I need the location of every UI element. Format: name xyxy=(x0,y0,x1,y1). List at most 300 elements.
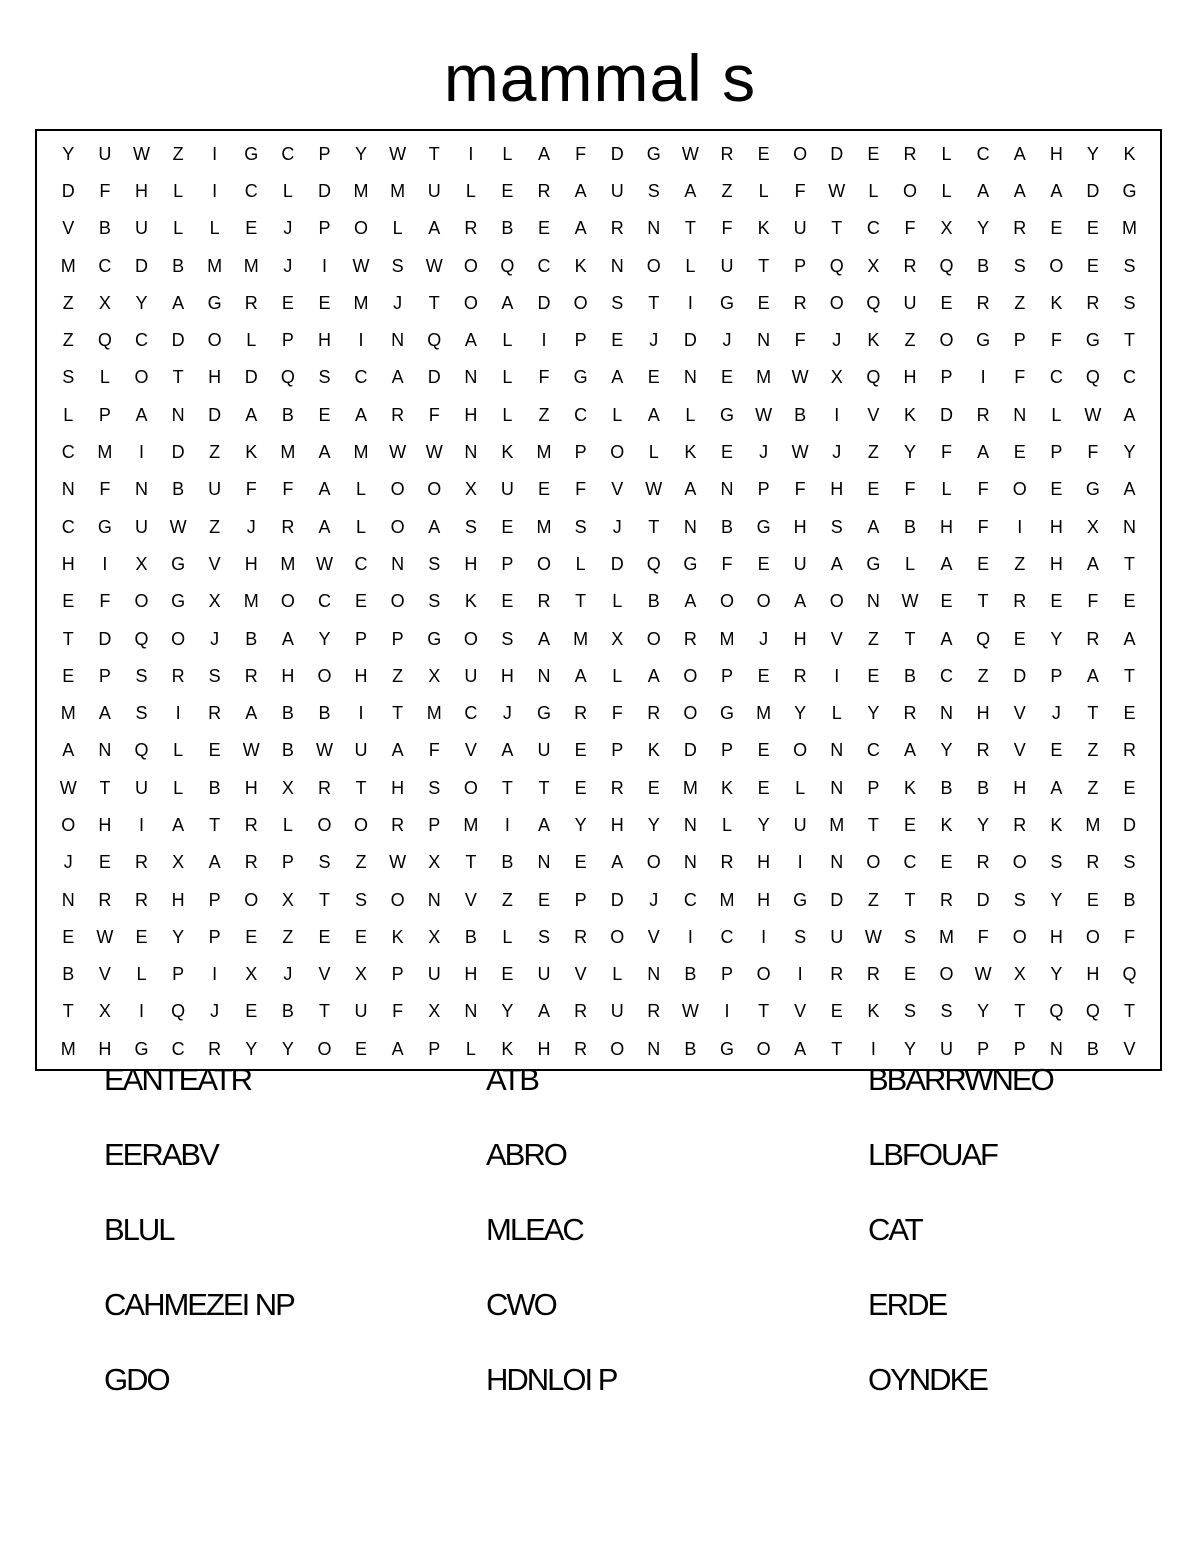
grid-letter[interactable]: T xyxy=(392,703,404,724)
grid-letter[interactable]: G xyxy=(207,292,222,313)
grid-letter[interactable]: O xyxy=(171,628,186,649)
grid-letter[interactable]: A xyxy=(538,628,551,649)
grid-letter[interactable]: Y xyxy=(318,628,331,649)
grid-letter[interactable]: A xyxy=(574,180,587,201)
grid-letter[interactable]: E xyxy=(903,964,916,985)
grid-letter[interactable]: E xyxy=(1086,889,1099,910)
grid-letter[interactable]: I xyxy=(175,703,181,724)
grid-letter[interactable]: D xyxy=(1013,665,1027,686)
grid-letter[interactable]: B xyxy=(794,404,807,425)
grid-letter[interactable]: U xyxy=(134,218,148,239)
grid-letter[interactable]: T xyxy=(62,1001,74,1022)
grid-letter[interactable]: G xyxy=(573,367,588,388)
grid-letter[interactable]: L xyxy=(173,180,184,201)
grid-letter[interactable]: Y xyxy=(794,703,807,724)
grid-letter[interactable]: I xyxy=(980,367,986,388)
grid-letter[interactable]: X xyxy=(830,367,843,388)
grid-letter[interactable]: R xyxy=(720,852,734,873)
grid-letter[interactable]: Z xyxy=(501,889,513,910)
grid-letter[interactable]: H xyxy=(830,479,844,500)
grid-letter[interactable]: X xyxy=(428,852,441,873)
grid-letter[interactable]: F xyxy=(1050,330,1062,351)
grid-letter[interactable]: L xyxy=(392,218,403,239)
grid-letter[interactable]: L xyxy=(99,367,110,388)
grid-letter[interactable]: R xyxy=(391,404,405,425)
grid-letter[interactable]: K xyxy=(720,777,733,798)
grid-letter[interactable]: I xyxy=(321,255,327,276)
grid-letter[interactable]: L xyxy=(502,330,513,351)
grid-letter[interactable]: K xyxy=(245,442,258,463)
grid-letter[interactable]: A xyxy=(245,703,258,724)
grid-letter[interactable]: T xyxy=(758,255,770,276)
grid-letter[interactable]: V xyxy=(208,553,221,574)
grid-letter[interactable]: B xyxy=(903,665,916,686)
grid-letter[interactable]: J xyxy=(283,964,293,985)
grid-letter[interactable]: Y xyxy=(62,143,75,164)
grid-letter[interactable]: K xyxy=(501,442,514,463)
grid-letter[interactable]: O xyxy=(902,180,917,201)
grid-letter[interactable]: U xyxy=(134,516,148,537)
grid-letter[interactable]: E xyxy=(501,516,514,537)
grid-letter[interactable]: N xyxy=(757,330,771,351)
grid-letter[interactable]: C xyxy=(866,218,880,239)
grid-letter[interactable]: O xyxy=(463,628,478,649)
grid-letter[interactable]: O xyxy=(646,628,661,649)
grid-letter[interactable]: T xyxy=(538,777,550,798)
grid-letter[interactable]: T xyxy=(1124,665,1136,686)
grid-letter[interactable]: O xyxy=(427,479,442,500)
grid-letter[interactable]: G xyxy=(537,703,552,724)
grid-letter[interactable]: H xyxy=(98,1038,112,1059)
grid-letter[interactable]: O xyxy=(756,1038,771,1059)
grid-letter[interactable]: M xyxy=(243,591,259,612)
grid-letter[interactable]: C xyxy=(281,143,295,164)
grid-letter[interactable]: O xyxy=(756,964,771,985)
grid-letter[interactable]: C xyxy=(537,255,551,276)
grid-letter[interactable]: C xyxy=(1123,367,1137,388)
grid-letter[interactable]: Y xyxy=(1050,964,1063,985)
grid-letter[interactable]: N xyxy=(1123,516,1137,537)
grid-letter[interactable]: A xyxy=(281,628,294,649)
grid-letter[interactable]: G xyxy=(719,404,734,425)
grid-letter[interactable]: Z xyxy=(282,926,294,947)
grid-letter[interactable]: Y xyxy=(867,703,880,724)
grid-letter[interactable]: R xyxy=(1086,628,1100,649)
grid-letter[interactable]: A xyxy=(1013,143,1026,164)
grid-letter[interactable]: I xyxy=(834,665,840,686)
grid-letter[interactable]: N xyxy=(683,814,697,835)
grid-letter[interactable]: A xyxy=(940,553,953,574)
grid-letter[interactable]: P xyxy=(1050,665,1063,686)
grid-letter[interactable]: I xyxy=(138,1001,144,1022)
grid-letter[interactable]: F xyxy=(538,367,550,388)
grid-letter[interactable]: R xyxy=(610,777,624,798)
grid-letter[interactable]: M xyxy=(1122,218,1138,239)
grid-letter[interactable]: I xyxy=(468,143,474,164)
grid-letter[interactable]: H xyxy=(1049,926,1063,947)
grid-letter[interactable]: R xyxy=(793,292,807,313)
grid-letter[interactable]: H xyxy=(281,665,295,686)
grid-letter[interactable]: R xyxy=(134,852,148,873)
grid-letter[interactable]: P xyxy=(720,964,733,985)
grid-letter[interactable]: G xyxy=(244,143,259,164)
grid-letter[interactable]: R xyxy=(830,964,844,985)
grid-letter[interactable]: L xyxy=(941,479,952,500)
grid-letter[interactable]: O xyxy=(354,218,369,239)
grid-letter[interactable]: G xyxy=(719,1038,734,1059)
grid-letter[interactable]: G xyxy=(866,553,881,574)
grid-letter[interactable]: H xyxy=(61,553,75,574)
grid-letter[interactable]: P xyxy=(574,442,587,463)
grid-letter[interactable]: H xyxy=(757,852,771,873)
grid-letter[interactable]: U xyxy=(610,180,624,201)
grid-letter[interactable]: R xyxy=(537,591,551,612)
grid-letter[interactable]: E xyxy=(1050,218,1063,239)
grid-letter[interactable]: O xyxy=(866,852,881,873)
grid-letter[interactable]: O xyxy=(829,591,844,612)
grid-letter[interactable]: R xyxy=(903,143,917,164)
grid-letter[interactable]: D xyxy=(61,180,75,201)
grid-letter[interactable]: O xyxy=(134,591,149,612)
grid-letter[interactable]: A xyxy=(1050,777,1063,798)
grid-letter[interactable]: N xyxy=(830,777,844,798)
grid-letter[interactable]: A xyxy=(428,218,441,239)
grid-letter[interactable]: P xyxy=(391,628,404,649)
grid-letter[interactable]: H xyxy=(134,180,148,201)
grid-letter[interactable]: E xyxy=(1050,479,1063,500)
grid-letter[interactable]: N xyxy=(1013,404,1027,425)
grid-letter[interactable]: B xyxy=(208,777,221,798)
grid-letter[interactable]: W xyxy=(169,516,187,537)
grid-letter[interactable]: L xyxy=(1051,404,1062,425)
grid-letter[interactable]: D xyxy=(610,889,624,910)
grid-letter[interactable]: H xyxy=(537,1038,551,1059)
grid-letter[interactable]: I xyxy=(358,703,364,724)
grid-letter[interactable]: B xyxy=(647,591,660,612)
grid-letter[interactable]: T xyxy=(977,591,989,612)
grid-letter[interactable]: H xyxy=(793,516,807,537)
grid-letter[interactable]: T xyxy=(1124,330,1136,351)
grid-letter[interactable]: J xyxy=(612,516,622,537)
grid-letter[interactable]: E xyxy=(720,442,733,463)
grid-letter[interactable]: V xyxy=(1013,703,1026,724)
grid-letter[interactable]: E xyxy=(1013,442,1026,463)
grid-letter[interactable]: L xyxy=(502,143,513,164)
grid-letter[interactable]: Y xyxy=(903,442,916,463)
grid-letter[interactable]: J xyxy=(63,852,73,873)
grid-letter[interactable]: H xyxy=(391,777,405,798)
grid-letter[interactable]: E xyxy=(720,367,733,388)
grid-letter[interactable]: M xyxy=(829,814,845,835)
grid-letter[interactable]: P xyxy=(1013,330,1026,351)
grid-letter[interactable]: O xyxy=(390,889,405,910)
grid-letter[interactable]: Z xyxy=(172,143,184,164)
grid-letter[interactable]: D xyxy=(171,330,185,351)
grid-letter[interactable]: L xyxy=(465,180,476,201)
grid-letter[interactable]: O xyxy=(610,1038,625,1059)
grid-letter[interactable]: W xyxy=(864,926,882,947)
grid-letter[interactable]: P xyxy=(720,740,733,761)
grid-letter[interactable]: O xyxy=(793,143,808,164)
grid-letter[interactable]: T xyxy=(575,591,587,612)
grid-letter[interactable]: O xyxy=(1012,479,1027,500)
grid-letter[interactable]: E xyxy=(281,292,294,313)
grid-letter[interactable]: A xyxy=(977,180,990,201)
grid-letter[interactable]: M xyxy=(60,1038,76,1059)
grid-letter[interactable]: L xyxy=(173,218,184,239)
grid-letter[interactable]: E xyxy=(355,1038,368,1059)
grid-letter[interactable]: O xyxy=(610,926,625,947)
grid-letter[interactable]: J xyxy=(283,255,293,276)
grid-letter[interactable]: O xyxy=(646,255,661,276)
grid-letter[interactable]: N xyxy=(537,665,551,686)
grid-letter[interactable]: T xyxy=(209,814,221,835)
grid-letter[interactable]: I xyxy=(724,1001,730,1022)
grid-letter[interactable]: F xyxy=(1087,442,1099,463)
grid-letter[interactable]: E xyxy=(538,218,551,239)
grid-letter[interactable]: E xyxy=(538,889,551,910)
grid-letter[interactable]: E xyxy=(757,665,770,686)
grid-letter[interactable]: M xyxy=(243,255,259,276)
grid-letter[interactable]: E xyxy=(647,367,660,388)
grid-letter[interactable]: Q xyxy=(976,628,991,649)
grid-letter[interactable]: Y xyxy=(977,218,990,239)
grid-letter[interactable]: L xyxy=(685,255,696,276)
grid-letter[interactable]: B xyxy=(684,964,697,985)
grid-letter[interactable]: G xyxy=(134,1038,149,1059)
grid-letter[interactable]: M xyxy=(280,553,296,574)
grid-letter[interactable]: T xyxy=(99,777,111,798)
grid-letter[interactable]: B xyxy=(464,926,477,947)
grid-letter[interactable]: Q xyxy=(829,255,844,276)
grid-letter[interactable]: I xyxy=(138,442,144,463)
grid-letter[interactable]: J xyxy=(649,330,659,351)
grid-letter[interactable]: U xyxy=(793,218,807,239)
grid-letter[interactable]: M xyxy=(573,628,589,649)
grid-letter[interactable]: I xyxy=(212,143,218,164)
grid-letter[interactable]: T xyxy=(904,628,916,649)
grid-letter[interactable]: E xyxy=(501,964,514,985)
grid-letter[interactable]: R xyxy=(134,889,148,910)
grid-letter[interactable]: A xyxy=(867,516,880,537)
grid-letter[interactable]: R xyxy=(903,703,917,724)
grid-letter[interactable]: E xyxy=(245,1001,258,1022)
grid-letter[interactable]: R xyxy=(317,777,331,798)
grid-letter[interactable]: U xyxy=(537,740,551,761)
grid-letter[interactable]: N xyxy=(683,516,697,537)
grid-letter[interactable]: N xyxy=(537,852,551,873)
grid-letter[interactable]: O xyxy=(1049,255,1064,276)
grid-letter[interactable]: Y xyxy=(1086,143,1099,164)
grid-letter[interactable]: X xyxy=(281,889,294,910)
grid-letter[interactable]: J xyxy=(1051,703,1061,724)
grid-letter[interactable]: S xyxy=(428,777,441,798)
grid-letter[interactable]: D xyxy=(976,889,990,910)
grid-letter[interactable]: D xyxy=(830,143,844,164)
grid-letter[interactable]: A xyxy=(1086,553,1099,574)
grid-letter[interactable]: L xyxy=(904,553,915,574)
grid-letter[interactable]: I xyxy=(358,330,364,351)
grid-letter[interactable]: T xyxy=(355,777,367,798)
grid-letter[interactable]: V xyxy=(464,740,477,761)
grid-letter[interactable]: E xyxy=(318,292,331,313)
grid-letter[interactable]: I xyxy=(834,404,840,425)
grid-letter[interactable]: C xyxy=(976,143,990,164)
grid-letter[interactable]: A xyxy=(684,591,697,612)
grid-letter[interactable]: B xyxy=(903,516,916,537)
grid-letter[interactable]: U xyxy=(500,479,514,500)
grid-letter[interactable]: L xyxy=(612,665,623,686)
grid-letter[interactable]: C xyxy=(61,442,75,463)
grid-letter[interactable]: E xyxy=(867,479,880,500)
grid-letter[interactable]: R xyxy=(574,1001,588,1022)
grid-letter[interactable]: Z xyxy=(355,852,367,873)
grid-letter[interactable]: O xyxy=(463,292,478,313)
grid-letter[interactable]: P xyxy=(428,1038,441,1059)
grid-letter[interactable]: S xyxy=(391,255,404,276)
grid-letter[interactable]: E xyxy=(1086,255,1099,276)
grid-letter[interactable]: M xyxy=(353,180,369,201)
grid-letter[interactable]: R xyxy=(574,1038,588,1059)
grid-letter[interactable]: S xyxy=(1050,852,1063,873)
grid-letter[interactable]: V xyxy=(647,926,660,947)
grid-letter[interactable]: T xyxy=(648,292,660,313)
grid-letter[interactable]: R xyxy=(976,740,990,761)
grid-letter[interactable]: E xyxy=(501,591,514,612)
grid-letter[interactable]: L xyxy=(941,180,952,201)
grid-letter[interactable]: C xyxy=(574,404,588,425)
grid-letter[interactable]: T xyxy=(758,1001,770,1022)
grid-letter[interactable]: X xyxy=(208,591,221,612)
grid-letter[interactable]: Z xyxy=(867,628,879,649)
grid-letter[interactable]: A xyxy=(318,442,331,463)
grid-letter[interactable]: E xyxy=(1050,591,1063,612)
grid-letter[interactable]: R xyxy=(720,143,734,164)
grid-letter[interactable]: H xyxy=(1086,964,1100,985)
grid-letter[interactable]: S xyxy=(903,1001,916,1022)
grid-letter[interactable]: V xyxy=(62,218,75,239)
grid-letter[interactable]: A xyxy=(977,442,990,463)
grid-letter[interactable]: U xyxy=(793,814,807,835)
grid-letter[interactable]: E xyxy=(62,665,75,686)
grid-letter[interactable]: E xyxy=(1123,777,1136,798)
grid-letter[interactable]: Y xyxy=(172,926,185,947)
grid-letter[interactable]: R xyxy=(610,218,624,239)
grid-letter[interactable]: A xyxy=(684,479,697,500)
grid-letter[interactable]: U xyxy=(134,777,148,798)
grid-letter[interactable]: R xyxy=(976,404,990,425)
grid-letter[interactable]: O xyxy=(390,516,405,537)
grid-letter[interactable]: W xyxy=(389,442,407,463)
grid-letter[interactable]: B xyxy=(172,255,185,276)
grid-letter[interactable]: S xyxy=(647,180,660,201)
grid-letter[interactable]: R xyxy=(940,889,954,910)
grid-letter[interactable]: F xyxy=(977,516,989,537)
grid-letter[interactable]: S xyxy=(464,516,477,537)
grid-letter[interactable]: Y xyxy=(903,1038,916,1059)
grid-letter[interactable]: N xyxy=(647,218,661,239)
grid-letter[interactable]: X xyxy=(464,479,477,500)
grid-letter[interactable]: R xyxy=(244,292,258,313)
grid-letter[interactable]: F xyxy=(575,479,587,500)
grid-letter[interactable]: A xyxy=(391,1038,404,1059)
grid-letter[interactable]: L xyxy=(502,926,513,947)
grid-letter[interactable]: F xyxy=(1124,926,1136,947)
grid-letter[interactable]: A xyxy=(647,665,660,686)
grid-letter[interactable]: Q xyxy=(97,330,112,351)
grid-letter[interactable]: B xyxy=(98,218,111,239)
grid-letter[interactable]: C xyxy=(134,330,148,351)
grid-letter[interactable]: N xyxy=(720,479,734,500)
grid-letter[interactable]: W xyxy=(645,479,663,500)
grid-letter[interactable]: Z xyxy=(538,404,550,425)
grid-letter[interactable]: J xyxy=(210,1001,220,1022)
grid-letter[interactable]: O xyxy=(1085,926,1100,947)
grid-letter[interactable]: S xyxy=(574,516,587,537)
grid-letter[interactable]: D xyxy=(940,404,954,425)
grid-letter[interactable]: N xyxy=(171,404,185,425)
grid-letter[interactable]: S xyxy=(1013,889,1026,910)
grid-letter[interactable]: E xyxy=(1086,218,1099,239)
grid-letter[interactable]: E xyxy=(355,591,368,612)
grid-letter[interactable]: N xyxy=(683,367,697,388)
grid-letter[interactable]: P xyxy=(867,777,880,798)
grid-letter[interactable]: K xyxy=(940,814,953,835)
grid-letter[interactable]: K xyxy=(464,591,477,612)
grid-letter[interactable]: R xyxy=(793,665,807,686)
grid-letter[interactable]: H xyxy=(500,665,514,686)
grid-letter[interactable]: E xyxy=(977,553,990,574)
grid-letter[interactable]: D xyxy=(98,628,112,649)
grid-letter[interactable]: Y xyxy=(1123,442,1136,463)
grid-letter[interactable]: P xyxy=(318,218,331,239)
grid-letter[interactable]: R xyxy=(647,1001,661,1022)
grid-letter[interactable]: X xyxy=(1086,516,1099,537)
grid-letter[interactable]: N xyxy=(683,852,697,873)
grid-letter[interactable]: E xyxy=(574,777,587,798)
grid-letter[interactable]: H xyxy=(1049,143,1063,164)
grid-letter[interactable]: H xyxy=(244,553,258,574)
grid-letter[interactable]: Y xyxy=(355,143,368,164)
grid-letter[interactable]: B xyxy=(281,740,294,761)
grid-letter[interactable]: B xyxy=(940,777,953,798)
grid-letter[interactable]: W xyxy=(901,591,919,612)
grid-letter[interactable]: Z xyxy=(867,889,879,910)
grid-letter[interactable]: B xyxy=(281,1001,294,1022)
grid-letter[interactable]: L xyxy=(795,777,806,798)
grid-letter[interactable]: U xyxy=(610,1001,624,1022)
grid-letter[interactable]: A xyxy=(574,665,587,686)
grid-letter[interactable]: E xyxy=(318,404,331,425)
grid-letter[interactable]: R xyxy=(391,814,405,835)
grid-letter[interactable]: P xyxy=(501,553,514,574)
grid-letter[interactable]: T xyxy=(465,852,477,873)
grid-letter[interactable]: L xyxy=(502,367,513,388)
grid-letter[interactable]: E xyxy=(245,218,258,239)
grid-letter[interactable]: A xyxy=(1086,665,1099,686)
grid-letter[interactable]: F xyxy=(428,404,440,425)
grid-letter[interactable]: M xyxy=(390,180,406,201)
grid-letter[interactable]: S xyxy=(538,926,551,947)
grid-letter[interactable]: A xyxy=(428,516,441,537)
grid-letter[interactable]: L xyxy=(356,516,367,537)
grid-letter[interactable]: C xyxy=(866,740,880,761)
grid-letter[interactable]: A xyxy=(172,292,185,313)
grid-letter[interactable]: P xyxy=(574,330,587,351)
grid-letter[interactable]: O xyxy=(317,665,332,686)
grid-letter[interactable]: R xyxy=(171,665,185,686)
grid-letter[interactable]: A xyxy=(464,330,477,351)
